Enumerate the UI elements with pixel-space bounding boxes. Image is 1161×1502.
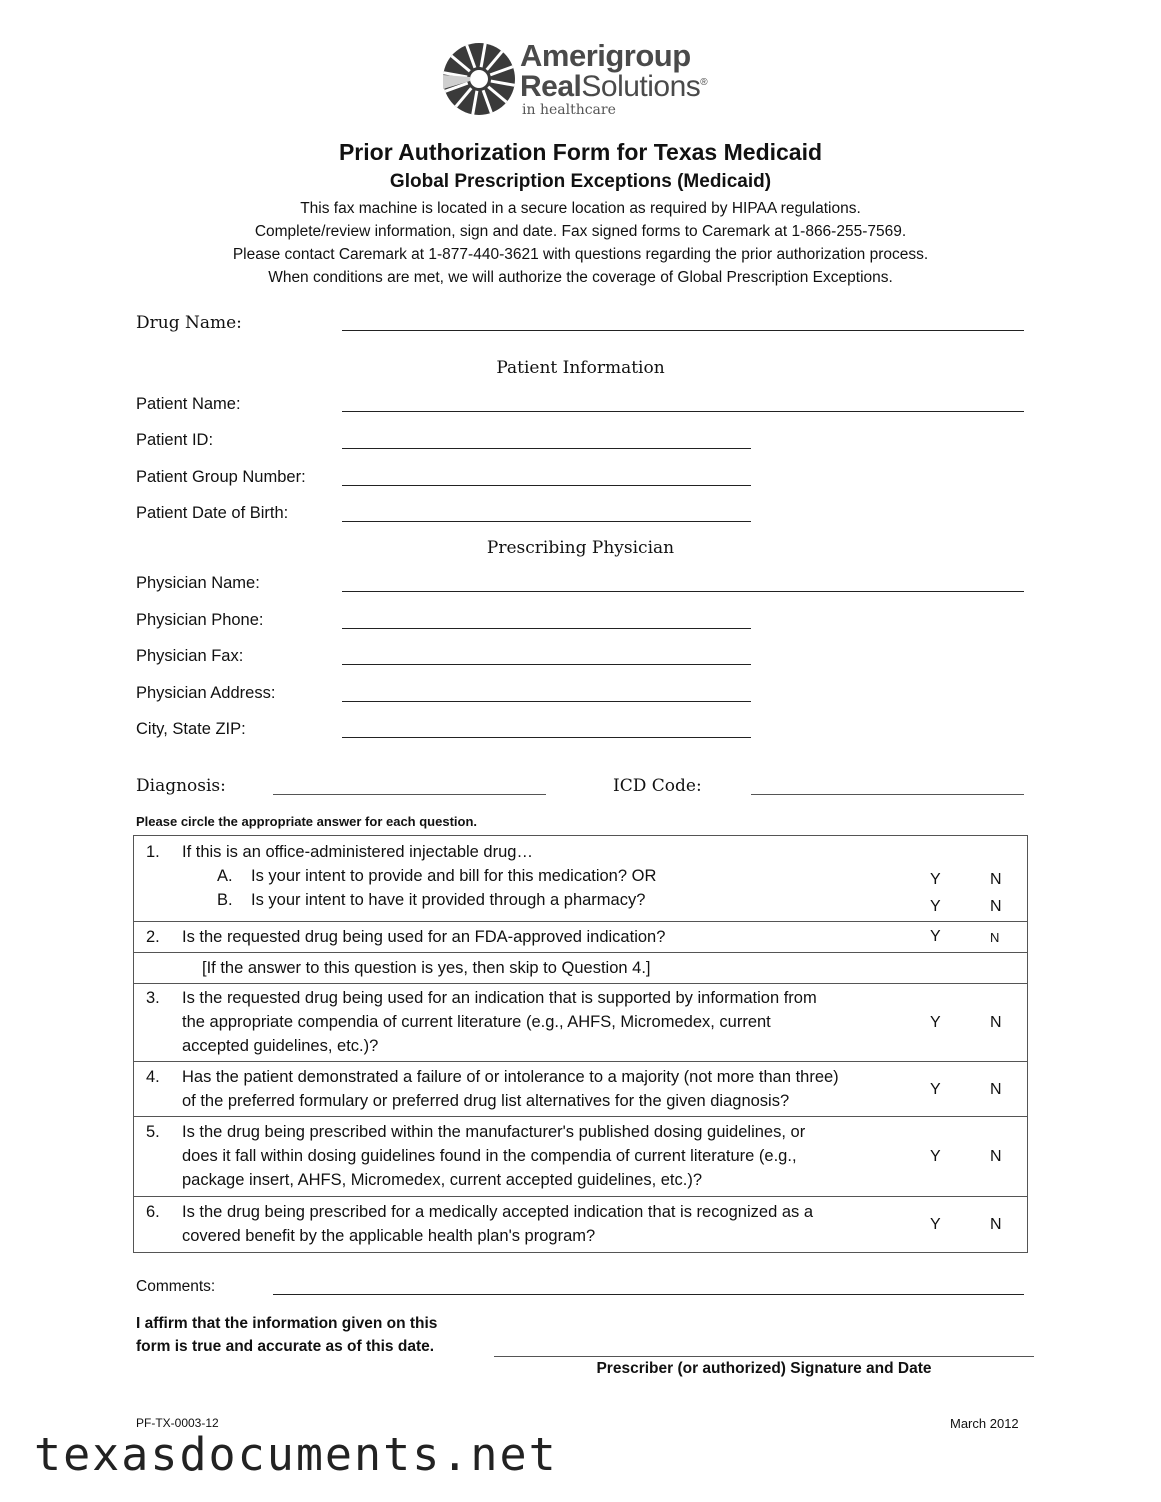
answer-yes[interactable]: Y — [930, 898, 941, 915]
question-row-4 — [133, 1061, 1028, 1117]
sunburst-logo-icon — [440, 40, 518, 118]
answer-no[interactable]: N — [990, 930, 1000, 945]
signature-label: Prescriber (or authorized) Signature and Date — [596, 1360, 932, 1377]
question-2-note — [133, 952, 1028, 984]
physician-name-field[interactable] — [342, 591, 1024, 592]
physician-address-field[interactable] — [342, 701, 751, 702]
diagnosis-label: Diagnosis: — [136, 776, 226, 796]
answer-no[interactable]: N — [990, 1081, 1002, 1098]
answer-no[interactable]: N — [990, 1014, 1002, 1031]
comments-label: Comments: — [136, 1278, 216, 1295]
answer-no[interactable]: N — [990, 1216, 1002, 1233]
physician-address-label: Physician Address: — [136, 684, 276, 702]
form-id: PF-TX-0003-12 — [136, 1416, 219, 1430]
logo-brand-name: Amerigroup — [520, 38, 691, 73]
option-text: Is your intent to have it provided through a pharmacy? — [251, 891, 646, 909]
registered-mark: ® — [700, 77, 708, 88]
intro-line: Please contact Caremark at 1-877-440-3621 with questions regarding the prior authorization process. — [232, 246, 929, 263]
logo-solutions: Solutions — [581, 70, 701, 103]
question-text: Is the drug being prescribed within the manufacturer's published dosing guidelines, or — [182, 1123, 806, 1141]
physician-fax-label: Physician Fax: — [136, 647, 244, 665]
patient-name-field[interactable] — [342, 411, 1024, 412]
answer-yes[interactable]: Y — [930, 1081, 941, 1098]
logo-real: Real — [520, 70, 582, 103]
answer-no[interactable]: N — [990, 898, 1002, 915]
patient-dob-label: Patient Date of Birth: — [136, 504, 289, 522]
question-text: does it fall within dosing guidelines found in the compendia of current literature (e.g., — [182, 1147, 797, 1165]
physician-phone-field[interactable] — [342, 628, 751, 629]
answer-yes[interactable]: Y — [930, 871, 941, 888]
answer-no[interactable]: N — [990, 871, 1002, 888]
site-watermark: texasdocuments.net — [34, 1428, 558, 1481]
form-title: Prior Authorization Form for Texas Medicaid — [338, 139, 823, 165]
intro-line: This fax machine is located in a secure location as required by HIPAA regulations. — [300, 200, 861, 217]
question-text: Is the requested drug being used for an indication that is supported by information from — [182, 989, 817, 1007]
question-number: 3. — [146, 989, 160, 1007]
patient-group-label: Patient Group Number: — [136, 468, 306, 486]
question-row-6 — [133, 1196, 1028, 1253]
question-text: Has the patient demonstrated a failure of or intolerance to a majority (not more than three) — [182, 1068, 839, 1086]
affirmation-line: form is true and accurate as of this date. — [136, 1338, 435, 1355]
answer-yes[interactable]: Y — [930, 1216, 941, 1233]
comments-field[interactable] — [273, 1294, 1024, 1295]
logo-tagline: in healthcare — [522, 102, 616, 118]
city-state-zip-label: City, State ZIP: — [136, 720, 246, 738]
physician-fax-field[interactable] — [342, 664, 751, 665]
question-text: covered benefit by the applicable health plan's program? — [182, 1227, 596, 1245]
city-state-zip-field[interactable] — [342, 737, 751, 738]
logo-brand-subname — [520, 70, 707, 104]
patient-id-field[interactable] — [342, 448, 751, 449]
intro-line: Complete/review information, sign and date. Fax signed forms to Caremark at 1-866-255-7569. — [254, 223, 907, 240]
question-row-1 — [133, 835, 1028, 922]
question-number: 6. — [146, 1203, 160, 1221]
drug-name-field[interactable] — [342, 330, 1024, 331]
intro-line: When conditions are met, we will authorize the coverage of Global Prescription Exceptions. — [268, 269, 893, 286]
physician-name-label: Physician Name: — [136, 574, 260, 592]
question-number: 4. — [146, 1068, 160, 1086]
question-text: Is the requested drug being used for an FDA-approved indication? — [182, 928, 666, 946]
question-text: package insert, AHFS, Micromedex, current accepted guidelines, etc.)? — [182, 1171, 702, 1189]
question-text: If this is an office-administered injectable drug… — [182, 843, 533, 861]
patient-dob-field[interactable] — [342, 521, 751, 522]
signature-field[interactable] — [494, 1356, 1034, 1357]
form-subtitle: Global Prescription Exceptions (Medicaid) — [389, 171, 772, 192]
drug-name-label: Drug Name: — [136, 313, 242, 333]
patient-info-heading: Patient Information — [496, 358, 665, 378]
question-text: accepted guidelines, etc.)? — [182, 1037, 379, 1055]
form-intro — [0, 197, 1161, 289]
question-row-2 — [133, 921, 1028, 953]
patient-name-label: Patient Name: — [136, 395, 241, 413]
option-letter: A. — [217, 867, 233, 885]
questions-instruction: Please circle the appropriate answer for each question. — [136, 814, 478, 829]
option-letter: B. — [217, 891, 233, 909]
physician-phone-label: Physician Phone: — [136, 611, 264, 629]
company-logo — [440, 38, 740, 120]
question-number: 1. — [146, 843, 160, 861]
answer-yes[interactable]: Y — [930, 928, 941, 945]
patient-id-label: Patient ID: — [136, 431, 214, 449]
question-text: Is the drug being prescribed for a medically accepted indication that is recognized as a — [182, 1203, 814, 1221]
question-row-5 — [133, 1116, 1028, 1197]
answer-no[interactable]: N — [990, 1148, 1002, 1165]
question-text: the appropriate compendia of current literature (e.g., AHFS, Micromedex, current — [182, 1013, 771, 1031]
physician-heading: Prescribing Physician — [486, 538, 675, 558]
diagnosis-field[interactable] — [273, 794, 546, 795]
icd-code-label: ICD Code: — [613, 776, 702, 796]
form-date: March 2012 — [950, 1416, 1019, 1431]
answer-yes[interactable]: Y — [930, 1014, 941, 1031]
affirmation-line: I affirm that the information given on this — [136, 1315, 438, 1332]
patient-group-field[interactable] — [342, 485, 751, 486]
question-number: 2. — [146, 928, 160, 946]
option-text: Is your intent to provide and bill for this medication? OR — [251, 867, 657, 885]
answer-yes[interactable]: Y — [930, 1148, 941, 1165]
affirmation-text — [136, 1312, 496, 1358]
question-number: 5. — [146, 1123, 160, 1141]
question-text: of the preferred formulary or preferred drug list alternatives for the given diagnosis? — [182, 1092, 790, 1110]
question-row-3 — [133, 983, 1028, 1062]
icd-code-field[interactable] — [751, 794, 1024, 795]
skip-note: [If the answer to this question is yes, then skip to Question 4.] — [202, 959, 651, 977]
